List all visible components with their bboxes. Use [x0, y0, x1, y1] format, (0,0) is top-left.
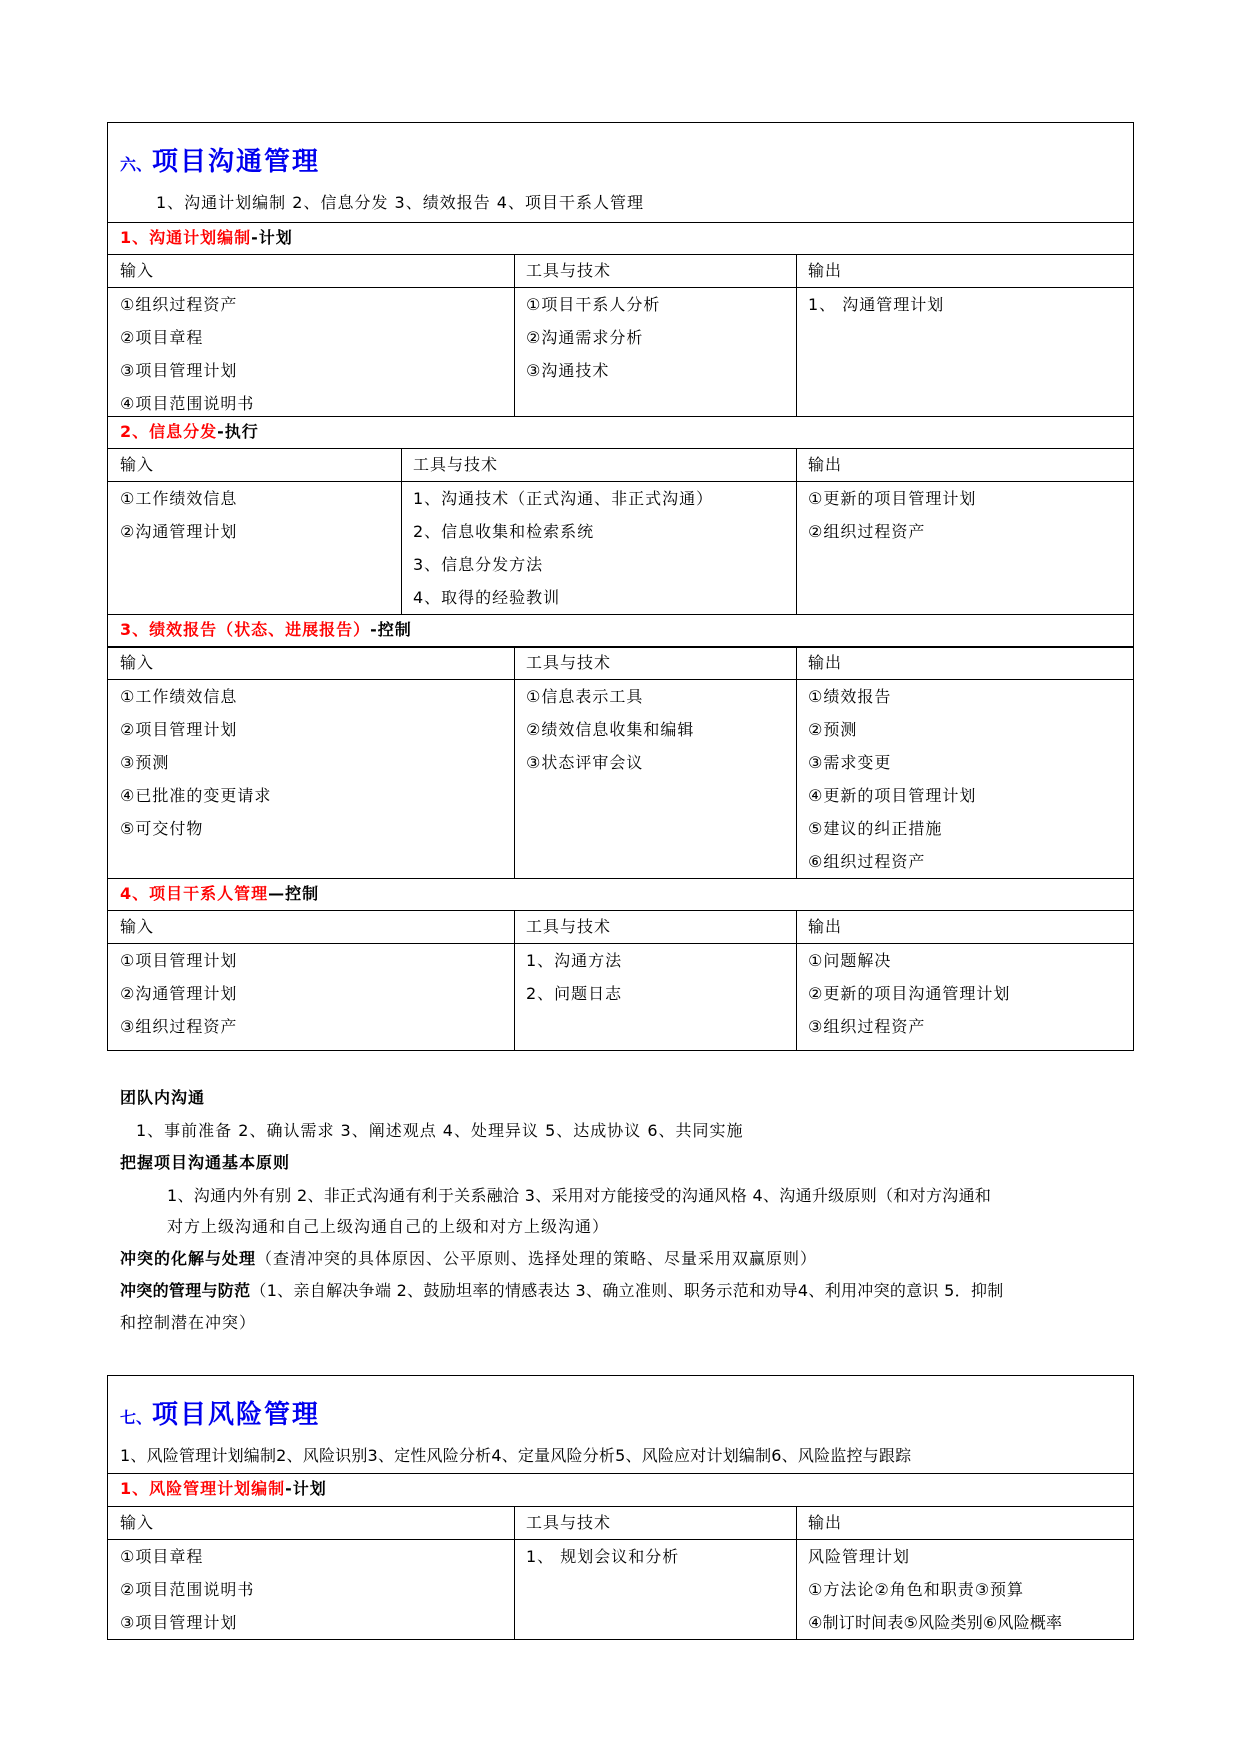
- list-item: ①方法论②角色和职责③预算: [808, 1580, 1025, 1599]
- team-communication-text: 1、事前准备 2、确认需求 3、阐述观点 4、处理异议 5、达成协议 6、共同实施: [136, 1121, 744, 1140]
- list-item: ①工作绩效信息: [120, 489, 238, 508]
- list-item: ①工作绩效信息: [120, 687, 238, 706]
- section-6-block: [107, 122, 1134, 1051]
- conflict-resolution-title: 冲突的化解与处理: [120, 1249, 257, 1268]
- list-item: ②更新的项目沟通管理计划: [808, 984, 1011, 1003]
- list-item: ②项目范围说明书: [120, 1580, 255, 1599]
- sub2-inputs: [120, 489, 237, 555]
- sub4-tools: [526, 951, 622, 1017]
- list-item: ④项目范围说明书: [120, 394, 255, 413]
- list-item: 2、问题日志: [526, 984, 623, 1003]
- s7-sub1-inputs: [120, 1547, 254, 1646]
- s7-sub1-header-tools: 工具与技术: [526, 1513, 612, 1532]
- list-item: ③需求变更: [808, 753, 892, 772]
- section-6-title-text: 项目沟通管理: [152, 147, 321, 177]
- s7-sub1-tools: [526, 1547, 679, 1580]
- sub3-inputs: [120, 687, 271, 852]
- sub3-header-tools: 工具与技术: [526, 653, 612, 672]
- list-item: ③组织过程资产: [808, 1017, 926, 1036]
- list-item: ③项目管理计划: [120, 361, 238, 380]
- list-item: ①项目干系人分析: [526, 295, 661, 314]
- sub2-tools: [413, 489, 713, 621]
- sub1-header-input: 输入: [120, 261, 155, 280]
- list-item: ③预测: [120, 753, 170, 772]
- list-item: 1、 沟通管理计划: [808, 295, 945, 314]
- list-item: ④更新的项目管理计划: [808, 786, 977, 805]
- list-item: ①信息表示工具: [526, 687, 644, 706]
- list-item: ②沟通需求分析: [526, 328, 644, 347]
- list-item: ①项目管理计划: [120, 951, 238, 970]
- section-6-overview: 1、沟通计划编制 2、信息分发 3、绩效报告 4、项目干系人管理: [156, 193, 644, 212]
- sub1-tools: [526, 295, 660, 394]
- list-item: ④制订时间表⑤风险类别⑥风险概率: [808, 1613, 1063, 1632]
- conflict-management-title: 冲突的管理与防范: [120, 1281, 251, 1300]
- team-communication-title: 团队内沟通: [120, 1088, 206, 1107]
- list-item: ③沟通技术: [526, 361, 610, 380]
- list-item: ⑥组织过程资产: [808, 852, 926, 871]
- sub3-outputs: [808, 687, 976, 885]
- section-7-overview: 1、风险管理计划编制2、风险识别3、定性风险分析4、定量风险分析5、风险应对计划编制6、风险监控与跟踪: [120, 1446, 912, 1465]
- list-item: ②沟通管理计划: [120, 522, 238, 541]
- conflict-resolution-text: （查清冲突的具体原因、公平原则、选择处理的策略、尽量采用双赢原则）: [256, 1249, 818, 1268]
- sub4-outputs: [808, 951, 1010, 1050]
- s7-sub1-header-input: 输入: [120, 1513, 155, 1532]
- s7-sub1-header-output: 输出: [808, 1513, 843, 1532]
- list-item: ①组织过程资产: [120, 295, 238, 314]
- list-item: ⑤可交付物: [120, 819, 204, 838]
- section-7-title: [120, 1394, 320, 1431]
- list-item: 风险管理计划: [808, 1547, 911, 1566]
- conflict-management-line-2: 和控制潜在冲突）: [120, 1313, 257, 1332]
- list-item: ②组织过程资产: [808, 522, 926, 541]
- list-item: ②沟通管理计划: [120, 984, 238, 1003]
- sub3-header-input: 输入: [120, 653, 155, 672]
- sub3-header-output: 输出: [808, 653, 843, 672]
- list-item: ①项目章程: [120, 1547, 204, 1566]
- conflict-management: [120, 1281, 1004, 1301]
- list-item: ③组织过程资产: [120, 1017, 238, 1036]
- principle-line-1: 1、沟通内外有别 2、非正式沟通有利于关系融洽 3、采用对方能接受的沟通风格 4、沟通升级原则（和对方沟通和: [167, 1186, 992, 1205]
- s7-sub1-heading: 1、风险管理计划编制-计划: [120, 1479, 327, 1498]
- sub1-header-tools: 工具与技术: [526, 261, 612, 280]
- section-6-number: 六、: [120, 155, 153, 174]
- list-item: 1、沟通技术（正式沟通、非正式沟通）: [413, 489, 714, 508]
- sub4-heading: 4、项目干系人管理—控制: [120, 884, 320, 903]
- sub2-header-output: 输出: [808, 455, 843, 474]
- section-6-title: [120, 141, 320, 178]
- sub1-heading: 1、沟通计划编制-计划: [120, 228, 293, 247]
- sub1-outputs: [808, 295, 944, 328]
- list-item: ①问题解决: [808, 951, 892, 970]
- principle-title: 把握项目沟通基本原则: [120, 1153, 291, 1172]
- section-7-number: 七、: [120, 1408, 153, 1427]
- sub1-header-output: 输出: [808, 261, 843, 280]
- section-7-title-text: 项目风险管理: [152, 1400, 321, 1430]
- list-item: ④已批准的变更请求: [120, 786, 272, 805]
- list-item: ②预测: [808, 720, 858, 739]
- list-item: ①绩效报告: [808, 687, 892, 706]
- sub1-inputs: [120, 295, 254, 427]
- list-item: ①更新的项目管理计划: [808, 489, 977, 508]
- s7-sub1-outputs: [808, 1547, 1062, 1646]
- list-item: ③项目管理计划: [120, 1613, 238, 1632]
- sub3-tools: [526, 687, 694, 786]
- sub4-header-tools: 工具与技术: [526, 917, 612, 936]
- conflict-resolution: [120, 1249, 817, 1269]
- section-7-block: [107, 1375, 1134, 1640]
- list-item: 1、沟通方法: [526, 951, 623, 970]
- sub2-heading: 2、信息分发-执行: [120, 422, 259, 441]
- sub4-header-output: 输出: [808, 917, 843, 936]
- list-item: 3、信息分发方法: [413, 555, 544, 574]
- list-item: ③状态评审会议: [526, 753, 644, 772]
- list-item: ②绩效信息收集和编辑: [526, 720, 695, 739]
- sub2-outputs: [808, 489, 976, 555]
- sub4-header-input: 输入: [120, 917, 155, 936]
- sub2-header-input: 输入: [120, 455, 155, 474]
- list-item: ②项目章程: [120, 328, 204, 347]
- conflict-management-text: （1、亲自解决争端 2、鼓励坦率的情感表达 3、确立准则、职务示范和劝导4、利用冲突的意识 5．抑制: [250, 1281, 1004, 1300]
- list-item: ⑤建议的纠正措施: [808, 819, 943, 838]
- list-item: 2、信息收集和检索系统: [413, 522, 595, 541]
- sub2-header-tools: 工具与技术: [413, 455, 499, 474]
- principle-line-2: 对方上级沟通和自己上级沟通自己的上级和对方上级沟通）: [167, 1217, 610, 1236]
- list-item: 4、取得的经验教训: [413, 588, 561, 607]
- sub3-heading: 3、绩效报告（状态、进展报告）-控制: [120, 620, 412, 639]
- list-item: 1、 规划会议和分析: [526, 1547, 680, 1566]
- sub4-inputs: [120, 951, 237, 1050]
- list-item: ②项目管理计划: [120, 720, 238, 739]
